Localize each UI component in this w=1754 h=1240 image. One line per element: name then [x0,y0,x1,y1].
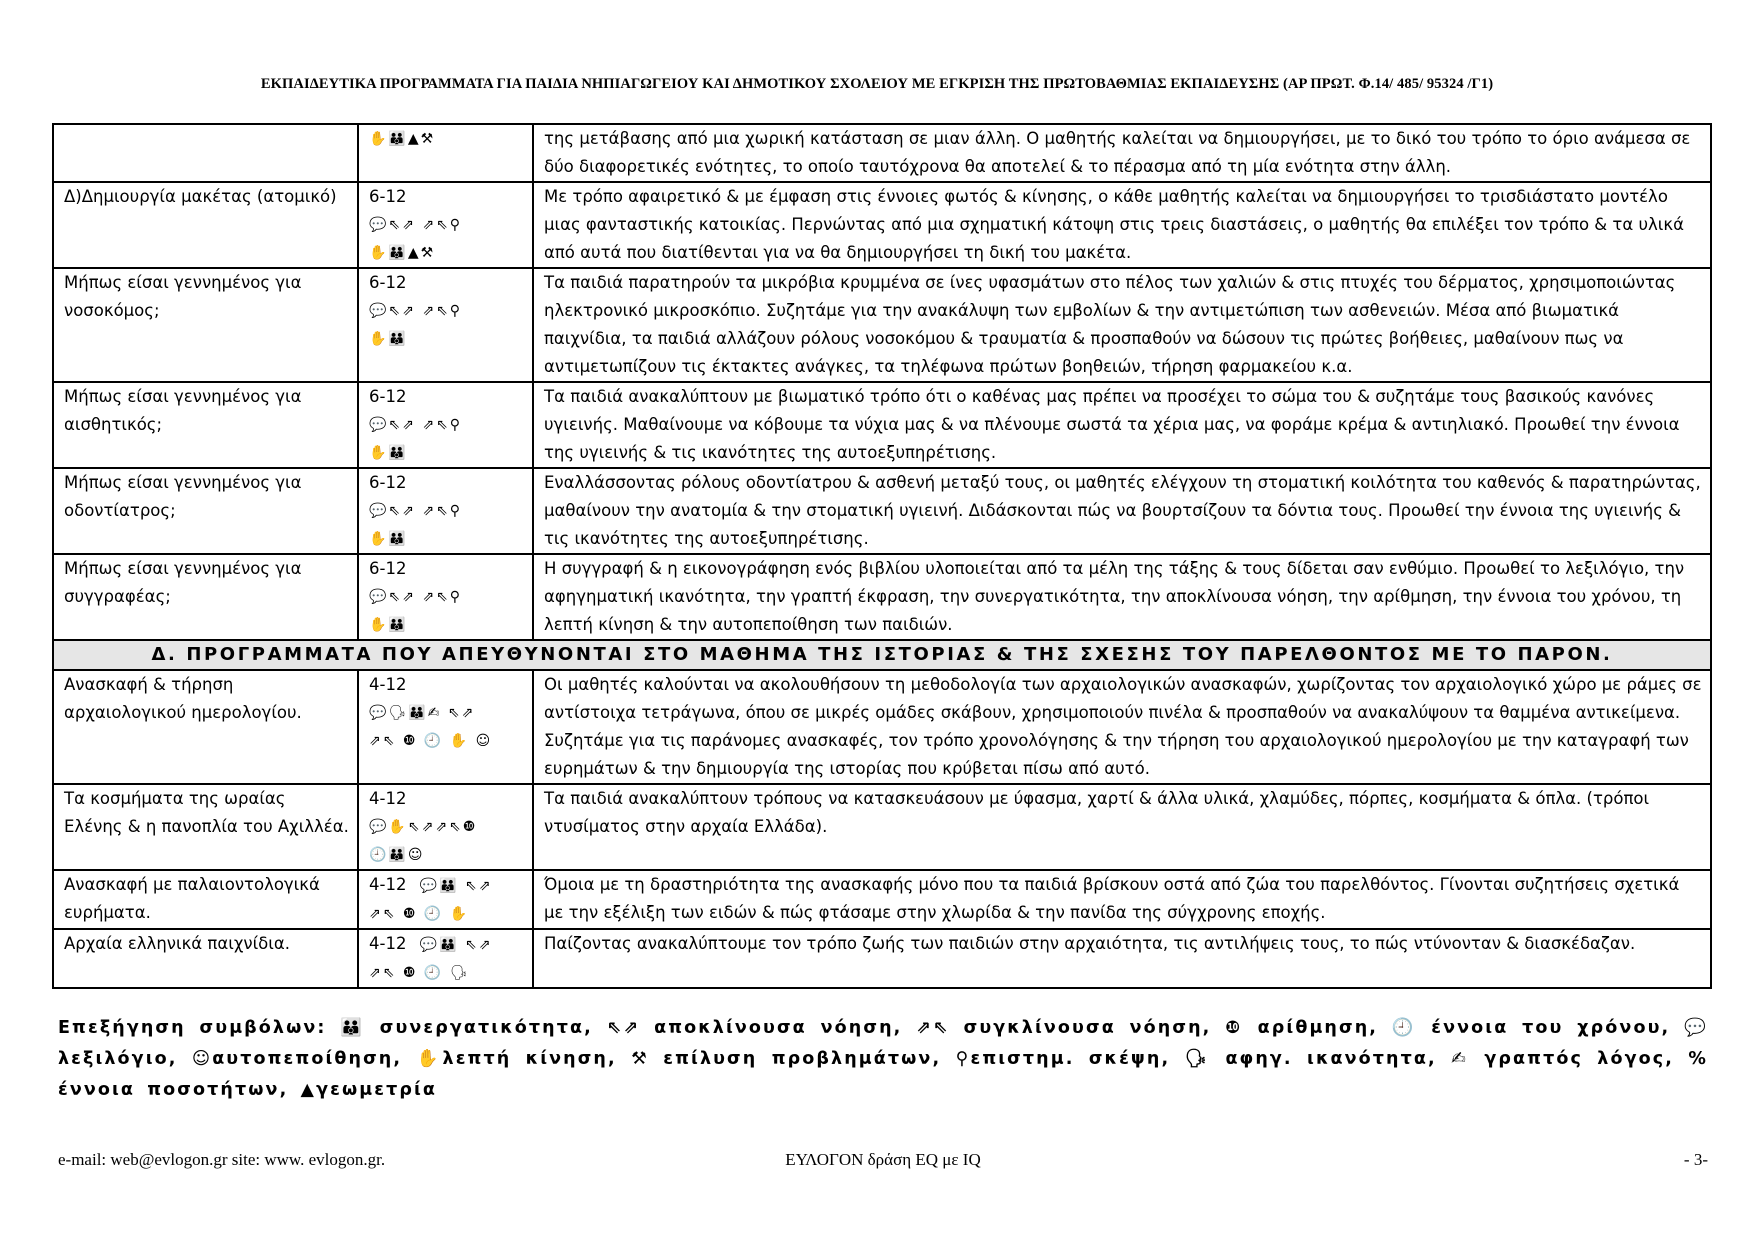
program-description: Τα παιδιά ανακαλύπτουν τρόπους να κατασκευάσουν με ύφασμα, χαρτί & άλλα υλικά, χλαμύδες, πόρπες, κοσμήματα & όπλα. (τρόποι ντυσίματος στην αρχαία Ελλάδα). [533,784,1711,870]
percent-icon: % [1688,1049,1708,1069]
legend-item [1392,1018,1670,1038]
table-row [53,929,1711,988]
legend-text: λεξιλόγιο, [58,1049,178,1069]
program-title: Αρχαία ελληνικά παιχνίδια. [53,929,358,988]
legend-item [340,1018,592,1038]
legend-item [1185,1049,1437,1069]
page-number: - 3- [1683,1150,1708,1169]
hand-icon: ✋ [416,1049,443,1069]
legend-text: έννοια του χρόνου, [1431,1018,1671,1038]
document-header: ΕΚΠΑΙΔΕΥΤΙΚΑ ΠΡΟΓΡΑΜΜΑΤΑ ΓΙΑ ΠΑΙΔΙΑ ΝΗΠΙΑΓΩΓΕΙΟΥ ΚΑΙ ΔΗΜΟΤΙΚΟΥ ΣΧΟΛΕΙΟΥ ΜΕ ΕΓΚΡΙΣΗ ΤΗΣ ΠΡΩΤΟΒΑΘΜΙΑΣ ΕΚΠΑΙΔΕΥΣΗΣ (ΑΡ ΠΡΩΤ. Φ.14/ 485/ 95324 /Γ1) [260,76,1494,92]
skill-icons: 💬⇖⇗ ⇗⇖⚲ [369,417,463,433]
program-description: της μετάβασης από μια χωρική κατάσταση σε μιαν άλλη. Ο μαθητής καλείται να δημιουργήσει, με το δικό του τρόπο το όριο ανάμεσα σε δύο διαφορετικές ενότητες, το οποίο ταυτόχρονα θα αποτελεί & το πέρασμα από τη μία ενότητα στην άλλη. [533,124,1711,182]
skill-icons: 💬⇖⇗ ⇗⇖⚲ [369,503,463,519]
age-range: 6-12 [369,187,407,206]
program-description: Τα παιδιά ανακαλύπτουν με βιωματικό τρόπο ότι ο καθένας μας πρέπει να προσέχει το σώμα του & συζητάμε τους βασικούς κανόνες υγιεινής. Μαθαίνουμε να κόβουμε τα νύχια μας & να πλένουμε σωστά τα χέρια μας, να φοράμε κρέμα & αντιηλιακό. Προωθεί την έννοια της υγιεινής & τις ικανότητες της αυτοεξυπηρέτισης. [533,382,1711,468]
age-range: 4-12 [369,675,407,694]
age-range: 6-12 [369,473,407,492]
program-title: Μήπως είσαι γεννημένος για συγγραφέας; [53,554,358,640]
age-range: 4-12 [369,875,407,894]
skill-icons: 💬✋⇖⇗⇗⇖❿ [369,819,478,835]
footer-contact: e-mail: web@evlogon.gr site: www. evlogon.gr. [58,1150,386,1169]
age-icons-cell [358,468,533,554]
legend-item [631,1049,941,1069]
skill-icons: 💬🗣👪✍ ⇖⇗ [369,705,476,721]
legend-text: αφηγ. ικανότητα, [1225,1049,1437,1069]
legend-text: λεπτή κίνηση, [442,1049,617,1069]
program-description: Τα παιδιά παρατηρούν τα μικρόβια κρυμμένα σε ίνες υφασμάτων στο πέλος των χαλιών & στις πτυχές του δέρματος, χρησιμοποιώντας ηλεκτρονικό μικροσκόπιο. Συζητάμε για την ανακάλυψη των εμβολίων & την αντιμετώπιση των ασθενειών. Μέσα από βιωματικά παιχνίδια, τα παιδιά αλλάζουν ρόλους νοσοκόμου & τραυματία & προσπαθούν να δώσουν τις πρώτες βοήθειες, μαθαίνουν πως να αντιμετωπίζουν τις έκτακτες ανάγκες, τα τηλέφωνα πρώτων βοηθειών, τήρηση φαρμακείου κ.α. [533,268,1711,382]
legend-item [916,1018,1211,1038]
skill-icons: ✋👪▲⚒ [369,245,436,261]
age-range: 4-12 [369,789,407,808]
programs-table [52,123,1712,989]
age-icons-cell [358,124,533,182]
age-range: 6-12 [369,273,407,292]
legend-text: συνεργατικότητα, [379,1018,593,1038]
program-title: Ανασκαφή με παλαιοντολογικά ευρήματα. [53,870,358,929]
skill-icons: ✋👪 [369,445,408,461]
legend-item [1225,1018,1378,1038]
legend-text: αρίθμηση, [1257,1018,1379,1038]
table-row [53,784,1711,870]
skill-icons: 💬⇖⇗ ⇗⇖⚲ [369,589,463,605]
table-row [53,382,1711,468]
table-row [53,870,1711,929]
program-description: Παίζοντας ανακαλύπτουμε τον τρόπο ζωής των παιδιών στην αρχαιότητα, τις αντιλήψεις τους, το πώς ντύνονταν & διασκέδαζαν. [533,929,1711,988]
table-row [53,124,1711,182]
age-icons-cell [358,929,533,988]
legend-item [301,1080,438,1100]
table-row [53,554,1711,640]
cooperation-icon: 👪 [340,1018,366,1038]
skill-icons: ⇗⇖ ❿ 🕘 ✋ ☺ [369,733,493,749]
program-description: Με τρόπο αφαιρετικό & με έμφαση στις έννοιες φωτός & κίνησης, ο κάθε μαθητής καλείται να δημιουργήσει το τρισδιάστατο μοντέλο μιας φανταστικής κατοικίας. Περνώντας από μια σχηματική κάτοψη στις τρεις διαστάσεις, ο μαθητής θα επιλέξει τον τρόπο & τα υλικά από αυτά που διατίθενται για να θα δημιουργήσει τη δική του μακέτα. [533,182,1711,268]
program-title: Μήπως είσαι γεννημένος για οδοντίατρος; [53,468,358,554]
age-icons-cell [358,382,533,468]
skill-icons: 💬⇖⇗ ⇗⇖⚲ [369,217,463,233]
age-icons-cell [358,870,533,929]
triangle-icon: ▲ [300,1080,317,1100]
legend-text: αποκλίνουσα νόηση, [654,1018,903,1038]
divergent-thinking-icon: ⇖⇗ [606,1018,641,1038]
program-title: Ανασκαφή & τήρηση αρχαιολογικού ημερολογίου. [53,670,358,784]
skill-icons: ⇗⇖ ❿ 🕘 ✋ [369,906,470,922]
legend-text: έννοια ποσοτήτων, [58,1080,289,1100]
age-range: 4-12 [369,934,407,953]
skill-icons: 💬⇖⇗ ⇗⇖⚲ [369,303,463,319]
legend-item [192,1049,402,1069]
legend-text: επιστημ. σκέψη, [970,1049,1171,1069]
program-title: Μήπως είσαι γεννημένος για νοσοκόμος; [53,268,358,382]
age-range: 6-12 [369,559,407,578]
legend-text: συγκλίνουσα νόηση, [963,1018,1212,1038]
legend-item [1451,1049,1674,1069]
table-row [53,268,1711,382]
program-description: Εναλλάσσοντας ρόλους οδοντίατρου & ασθενή μεταξύ τους, οι μαθητές ελέγχουν τη στοματική κοιλότητα του καθενός & παρατηρώντας, μαθαίνουν την ανατομία & την στοματική υγιεινή. Διδάσκονται πώς να βουρτσίζουν τα δόντια τους. Προωθεί την έννοια της υγιεινής & τις ικανότητες της αυτοεξυπηρέτισης. [533,468,1711,554]
footer-brand: ΕΥΛΟΓΟΝ δράση EQ με IQ [785,1150,981,1169]
legend-text: γραπτός λόγος, [1484,1049,1674,1069]
speech-bubbles-icon: 💬 [1684,1018,1708,1038]
age-icons-cell [358,182,533,268]
legend-text: επίλυση προβλημάτων, [663,1049,942,1069]
symbol-legend [58,1013,1708,1106]
pin-icon: ⚲ [955,1049,971,1069]
legend-item [607,1018,903,1038]
writing-hand-icon: ✍ [1451,1049,1471,1069]
age-range: 6-12 [369,387,407,406]
skill-icons: ✋👪 [369,331,408,347]
age-icons-cell [358,268,533,382]
legend-label: Επεξήγηση συμβόλων: [58,1018,327,1038]
age-icons-cell [358,554,533,640]
clock-icon: 🕘 [1391,1018,1418,1038]
program-title [53,124,358,182]
section-header-row [53,640,1711,670]
program-description: Η συγγραφή & η εικονογράφηση ενός βιβλίου υλοποιείται από τα μέλη της τάξης & τους δίδεται σαν ενθύμιο. Προωθεί το λεξιλόγιο, την αφηγηματική ικανότητα, την γραπτή έκφραση, την συνεργατικότητα, την αποκλίνουσα νόηση, την αρίθμηση, την έννοια του χρόνου, τη λεπτή κίνηση & την αυτοπεποίθηση των παιδιών. [533,554,1711,640]
convergent-thinking-icon: ⇗⇖ [916,1018,950,1038]
skill-icons: ✋👪▲⚒ [369,131,436,147]
table-row [53,468,1711,554]
program-title: Τα κοσμήματα της ωραίας Ελένης & η πανοπλία του Αχιλλέα. [53,784,358,870]
smiley-icon: ☺ [191,1049,213,1069]
legend-text: γεωμετρία [316,1080,438,1100]
skill-icons: ✋👪 [369,617,408,633]
program-description: Οι μαθητές καλούνται να ακολουθήσουν τη μεθοδολογία των αρχαιολογικών ανασκαφών, χωρίζοντας τον αρχαιολογικό χώρο με ράμες σε αντίστοιχα τετράγωνα, όπου σε μικρές ομάδες σκάβουν, χρησιμοποιούν πινέλα & προσπαθούν να ανακαλύψουν τα θαμμένα αντικείμενα. Συζητάμε για τις παράνομες ανασκαφές, τον τρόπο χρονολόγησης & την τήρηση του αρχαιολογικού ημερολογίου με την καταγραφή των ευρημάτων & την δημιουργία της ιστορίας που κρύβεται πίσω από αυτό. [533,670,1711,784]
section-title: Δ. ΠΡΟΓΡΑΜΜΑΤΑ ΠΟΥ ΑΠΕΥΘΥΝΟΝΤΑΙ ΣΤΟ ΜΑΘΗΜΑ ΤΗΣ ΙΣΤΟΡΙΑΣ & ΤΗΣ ΣΧΕΣΗΣ ΤΟΥ ΠΑΡΕΛΘΟΝΤΟΣ ΜΕ ΤΟ ΠΑΡΟΝ. [53,640,1711,670]
legend-text: αυτοπεποίθηση, [212,1049,403,1069]
table-row [53,182,1711,268]
table-row [53,670,1711,784]
program-description: Όμοια με τη δραστηριότητα της ανασκαφής μόνο που τα παιδιά βρίσκουν οστά από ζώα του παρελθόντος. Γίνονται συζητήσεις σχετικά με την εξέλιξη των ειδών & πώς φτάσαμε στην χλωρίδα & την πανίδα της σύγχρονης εποχής. [533,870,1711,929]
legend-item [956,1049,1171,1069]
age-icons-cell [358,784,533,870]
program-title: Δ)Δημιουργία μακέτας (ατομικό) [53,182,358,268]
age-icons-cell [358,670,533,784]
skill-icons: 💬👪 ⇖⇗ [419,878,493,894]
skill-icons: ⇗⇖ ❿ 🕘 🗣 [369,965,470,981]
skill-icons: 🕘👪☺ [369,847,425,863]
program-title: Μήπως είσαι γεννημένος για αισθητικός; [53,382,358,468]
counting-icon: ❿ [1225,1018,1244,1038]
speaking-head-icon: 🗣 [1184,1049,1212,1069]
skill-icons: ✋👪 [369,531,408,547]
tools-icon: ⚒ [631,1049,649,1069]
legend-item [416,1049,616,1069]
skill-icons: 💬👪 ⇖⇗ [419,937,493,953]
